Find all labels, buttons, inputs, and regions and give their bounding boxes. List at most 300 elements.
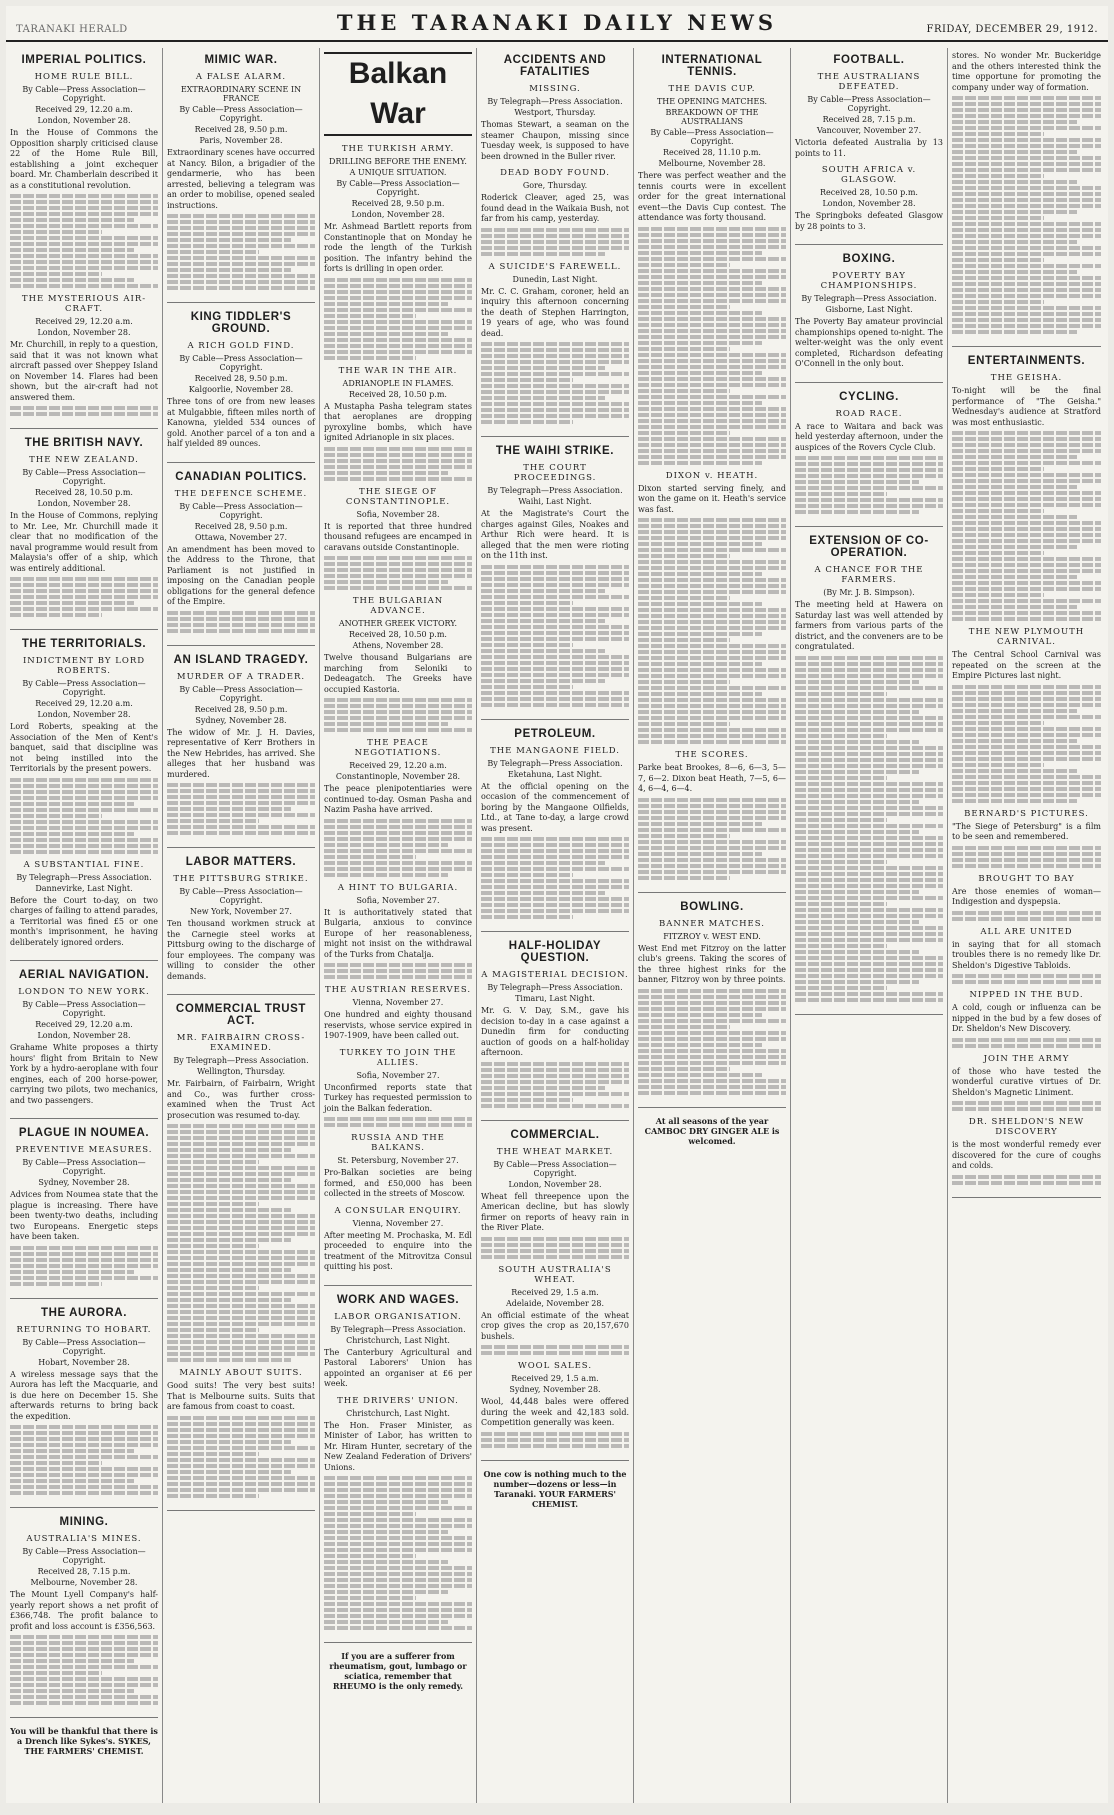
text-line-placeholder bbox=[795, 716, 943, 720]
section-heading: MIMIC WAR. bbox=[204, 54, 278, 66]
dateline: By Cable—Press Association—Copyright. bbox=[22, 1547, 146, 1565]
text-line-placeholder bbox=[795, 800, 919, 804]
text-line-placeholder bbox=[324, 453, 472, 457]
dateline: By Cable—Press Association—Copyright. bbox=[493, 1159, 617, 1178]
article bbox=[167, 341, 315, 450]
text-line-placeholder bbox=[795, 896, 943, 900]
text-line-placeholder bbox=[638, 317, 786, 321]
section-heading: EXTENSION OF CO-OPERATION. bbox=[809, 535, 929, 559]
text-line-placeholder bbox=[324, 477, 472, 481]
text-line-placeholder bbox=[795, 474, 943, 478]
text-line-placeholder bbox=[952, 974, 1101, 978]
news-section bbox=[10, 437, 158, 630]
dateline: Melbourne, November 28. bbox=[658, 159, 766, 168]
article-body: is the most wonderful remedy ever discovered for the cure of coughs and colds. bbox=[952, 1140, 1101, 1170]
text-line-placeholder bbox=[638, 1067, 730, 1071]
text-line-placeholder bbox=[324, 1494, 472, 1498]
article bbox=[952, 51, 1101, 334]
text-line-placeholder bbox=[167, 1166, 315, 1170]
text-line-placeholder bbox=[324, 471, 448, 475]
text-line-placeholder bbox=[952, 581, 1101, 585]
text-line-placeholder bbox=[481, 342, 629, 346]
text-line-placeholder bbox=[167, 1172, 315, 1176]
news-section bbox=[795, 535, 943, 1015]
text-line-placeholder bbox=[638, 602, 762, 606]
text-line-placeholder bbox=[952, 282, 1101, 286]
article-body: stores. No wonder Mr. Buckeridge and the others interested think the time opportune for promoting the company under way of formation. bbox=[952, 51, 1101, 92]
article bbox=[324, 144, 472, 360]
text-line-placeholder bbox=[952, 980, 1101, 984]
article-body: Ten thousand workmen struck at the Carnegie steel works at Pittsburg owing to the discharge of four employees. The company was willing to consider the other demands. bbox=[167, 919, 315, 981]
text-line-placeholder bbox=[638, 608, 786, 612]
text-line-placeholder bbox=[952, 521, 1101, 525]
text-line-placeholder bbox=[638, 822, 762, 826]
text-line-placeholder bbox=[167, 1464, 315, 1468]
text-line-placeholder bbox=[638, 804, 786, 808]
text-line-placeholder bbox=[10, 1467, 158, 1471]
text-line-placeholder bbox=[167, 825, 315, 829]
article-headline: THE DAVIS CUP. bbox=[668, 84, 756, 94]
text-line-placeholder bbox=[638, 455, 786, 459]
text-line-placeholder bbox=[638, 626, 786, 630]
text-line-placeholder bbox=[10, 1455, 158, 1459]
text-line-placeholder bbox=[167, 1190, 315, 1194]
text-line-placeholder bbox=[167, 244, 315, 248]
text-line-placeholder bbox=[324, 1518, 472, 1522]
article-body: Mr. C. C. Graham, coroner, held an inquiry this afternoon concerning the death of Stephen Harrington, 19 years of age, who was found dead. bbox=[481, 286, 629, 338]
article-headline: ROAD RACE. bbox=[835, 408, 903, 419]
text-line-placeholder bbox=[952, 727, 1101, 731]
text-line-placeholder bbox=[952, 479, 1101, 483]
text-line-placeholder bbox=[324, 728, 472, 732]
text-line-placeholder bbox=[952, 587, 1101, 591]
text-line-placeholder bbox=[10, 1443, 158, 1447]
article-body: The widow of Mr. J. H. Davies, representative of Kerr Brothers in the New Hebrides, has arrived. She alleges that her husband was murdered. bbox=[167, 727, 315, 779]
article bbox=[952, 990, 1101, 1048]
text-line-placeholder bbox=[167, 1280, 315, 1284]
text-line-placeholder bbox=[167, 1298, 291, 1302]
text-line-placeholder bbox=[10, 790, 158, 794]
dateline: By Cable—Press Association—Copyright. bbox=[179, 105, 303, 123]
text-line-placeholder bbox=[324, 1602, 472, 1606]
text-line-placeholder bbox=[10, 607, 158, 611]
section-heading: PLAGUE IN NOUMEA. bbox=[18, 1127, 150, 1139]
text-line-placeholder bbox=[167, 1352, 315, 1356]
text-line-placeholder bbox=[638, 728, 786, 732]
text-line-placeholder bbox=[167, 813, 315, 817]
text-line-placeholder bbox=[167, 1452, 259, 1456]
news-section bbox=[10, 1127, 158, 1299]
article bbox=[324, 366, 472, 481]
text-line-placeholder bbox=[952, 240, 1077, 244]
dateline: By Cable—Press Association—Copyright. bbox=[22, 679, 146, 697]
text-line-placeholder bbox=[795, 704, 943, 708]
article-body: Good suits! The very best suits! That is Melbourne suits. Suits that are famous from coast to coast. bbox=[167, 1381, 315, 1411]
dateline: A UNIQUE SITUATION. bbox=[349, 168, 447, 177]
text-line-placeholder bbox=[324, 1590, 448, 1594]
text-line-placeholder bbox=[638, 425, 786, 429]
text-line-placeholder bbox=[638, 359, 786, 363]
text-line-placeholder bbox=[10, 200, 158, 204]
text-line-placeholder bbox=[795, 722, 943, 726]
text-line-placeholder bbox=[952, 192, 1101, 196]
dateline: Hobart, November 28. bbox=[38, 1357, 130, 1367]
text-line-placeholder bbox=[481, 571, 629, 575]
text-line-placeholder bbox=[10, 248, 134, 252]
text-line-placeholder bbox=[324, 698, 472, 702]
text-line-placeholder bbox=[952, 431, 1101, 435]
text-line-placeholder bbox=[638, 371, 762, 375]
text-line-placeholder bbox=[167, 1178, 291, 1182]
article-body: The Mount Lyell Company's half-yearly report shows a net profit of £366,748. The profit balance to profit and loss account is £356,563. bbox=[10, 1590, 158, 1631]
text-line-placeholder bbox=[481, 372, 629, 376]
dateline: By Cable—Press Association—Copyright. bbox=[22, 85, 146, 103]
text-line-placeholder bbox=[481, 234, 629, 238]
text-line-placeholder bbox=[952, 198, 1101, 202]
article bbox=[795, 271, 943, 370]
section-heading: THE BRITISH NAVY. bbox=[24, 437, 144, 449]
text-line-placeholder bbox=[481, 1243, 629, 1247]
article bbox=[481, 262, 629, 425]
text-line-placeholder bbox=[10, 1653, 158, 1657]
text-line-placeholder bbox=[324, 556, 472, 560]
text-line-placeholder bbox=[795, 818, 887, 822]
article-body: To-night will be the final performance of "The Geisha." Wednesday's audience at Stratford was most enthusiastic. bbox=[952, 386, 1101, 427]
text-line-placeholder bbox=[795, 498, 943, 502]
article-headline: RETURNING TO HOBART. bbox=[16, 1324, 152, 1335]
text-line-placeholder bbox=[167, 220, 315, 224]
text-line-placeholder bbox=[167, 1446, 315, 1450]
text-line-placeholder bbox=[167, 1316, 315, 1320]
dateline: Received 29, 12.20 a.m. bbox=[35, 1020, 133, 1029]
text-line-placeholder bbox=[481, 1237, 629, 1241]
article bbox=[167, 874, 315, 982]
section-heading: BOWLING. bbox=[680, 900, 744, 913]
text-line-placeholder bbox=[638, 287, 786, 291]
text-line-placeholder bbox=[638, 1037, 786, 1041]
text-line-placeholder bbox=[952, 1044, 1101, 1048]
text-line-placeholder bbox=[10, 1659, 134, 1663]
text-line-placeholder bbox=[795, 962, 943, 966]
text-line-placeholder bbox=[481, 915, 573, 919]
dateline: Received 28, 11.10 p.m. bbox=[663, 148, 761, 157]
text-line-placeholder bbox=[324, 574, 472, 578]
text-line-placeholder bbox=[167, 262, 315, 266]
text-line-placeholder bbox=[952, 503, 1101, 507]
text-line-placeholder bbox=[481, 408, 629, 412]
text-line-placeholder bbox=[10, 838, 158, 842]
text-line-placeholder bbox=[795, 812, 943, 816]
section-heading: FOOTBALL. bbox=[833, 54, 905, 66]
text-line-placeholder bbox=[481, 1062, 629, 1066]
text-line-placeholder bbox=[638, 828, 786, 832]
text-line-placeholder bbox=[952, 563, 1101, 567]
text-line-placeholder bbox=[10, 778, 158, 782]
text-line-placeholder bbox=[10, 1270, 134, 1274]
article-body: A Mustapha Pasha telegram states that aeroplanes are dropping pyroxyline bombs, which have ignited Adrianople in six places. bbox=[324, 401, 472, 442]
dateline: Vienna, November 27. bbox=[352, 998, 444, 1007]
banner-headline: Balkan War bbox=[324, 52, 472, 136]
text-line-placeholder bbox=[481, 619, 605, 623]
section-heading: LABOR MATTERS. bbox=[185, 856, 297, 868]
article bbox=[324, 883, 472, 980]
text-line-placeholder bbox=[167, 1238, 291, 1242]
text-line-placeholder bbox=[638, 668, 786, 672]
text-line-placeholder bbox=[795, 920, 919, 924]
text-line-placeholder bbox=[952, 569, 1101, 573]
text-line-placeholder bbox=[324, 873, 448, 877]
article-body: Roderick Cleaver, aged 25, was found dead in the Waikaia Bush, not far from his camp, yesterday. bbox=[481, 193, 629, 223]
text-line-placeholder bbox=[952, 781, 1101, 785]
text-line-placeholder bbox=[481, 1080, 629, 1084]
text-line-placeholder bbox=[167, 1286, 259, 1290]
dateline: By Telegraph—Press Association. bbox=[487, 758, 623, 768]
column-1 bbox=[6, 48, 163, 1803]
text-line-placeholder bbox=[638, 341, 762, 345]
text-line-placeholder bbox=[952, 1181, 1101, 1185]
text-line-placeholder bbox=[10, 1479, 134, 1483]
text-line-placeholder bbox=[952, 318, 1101, 322]
text-line-placeholder bbox=[638, 239, 786, 243]
text-line-placeholder bbox=[10, 1635, 158, 1639]
text-line-placeholder bbox=[638, 834, 730, 838]
article-headline: PREVENTIVE MEASURES. bbox=[15, 1145, 153, 1155]
text-line-placeholder bbox=[952, 733, 1101, 737]
text-line-placeholder bbox=[795, 950, 919, 954]
dateline: Gisborne, Last Night. bbox=[825, 305, 913, 314]
text-line-placeholder bbox=[167, 232, 315, 236]
article bbox=[481, 463, 629, 707]
text-line-placeholder bbox=[795, 770, 919, 774]
text-line-placeholder bbox=[167, 1322, 315, 1326]
text-line-placeholder bbox=[795, 758, 943, 762]
text-line-placeholder bbox=[795, 764, 943, 768]
text-line-placeholder bbox=[795, 830, 919, 834]
article-body: The peace plenipotentiaries were continued to-day. Osman Pasha and Nazim Pasha have arrived. bbox=[324, 784, 472, 814]
text-line-placeholder bbox=[10, 406, 158, 410]
article-headline: DIXON v. HEATH. bbox=[665, 470, 759, 481]
text-line-placeholder bbox=[10, 218, 134, 222]
news-section bbox=[481, 54, 629, 437]
text-line-placeholder bbox=[638, 383, 786, 387]
article bbox=[481, 746, 629, 920]
text-line-placeholder bbox=[638, 1043, 762, 1047]
text-line-placeholder bbox=[795, 806, 943, 810]
text-line-placeholder bbox=[481, 1074, 629, 1078]
text-line-placeholder bbox=[638, 632, 762, 636]
dateline: Waihi, Last Night. bbox=[518, 497, 592, 506]
dateline: BREAKDOWN OF THE AUSTRALIANS bbox=[665, 108, 759, 126]
article bbox=[952, 809, 1101, 868]
section-heading: MINING. bbox=[59, 1516, 109, 1528]
news-section bbox=[167, 654, 315, 849]
text-line-placeholder bbox=[324, 1542, 472, 1546]
text-line-placeholder bbox=[167, 611, 315, 615]
text-line-placeholder bbox=[167, 1488, 315, 1492]
news-section bbox=[481, 728, 629, 933]
dateline: Vancouver, November 27. bbox=[816, 126, 922, 135]
text-line-placeholder bbox=[952, 144, 1101, 148]
text-line-placeholder bbox=[10, 194, 158, 198]
dateline: Sofia, November 27. bbox=[356, 1070, 440, 1080]
dateline: Vienna, November 27. bbox=[352, 1218, 444, 1228]
text-line-placeholder bbox=[10, 236, 158, 240]
text-line-placeholder bbox=[952, 769, 1077, 773]
text-line-placeholder bbox=[481, 637, 629, 641]
column-5 bbox=[634, 48, 791, 1803]
article bbox=[324, 985, 472, 1042]
article-body: Mr. Ashmead Bartlett reports from Constantinople that on Monday he rode the length of the Turkish position. The infantry behind the forts is drilling in open order. bbox=[324, 222, 472, 273]
text-line-placeholder bbox=[638, 233, 786, 237]
text-line-placeholder bbox=[638, 852, 762, 856]
article-headline: THE DEFENCE SCHEME. bbox=[174, 488, 308, 499]
text-line-placeholder bbox=[638, 572, 762, 576]
text-line-placeholder bbox=[481, 1249, 629, 1253]
text-line-placeholder bbox=[167, 1226, 315, 1230]
text-line-placeholder bbox=[10, 589, 158, 593]
text-line-placeholder bbox=[481, 861, 605, 865]
text-line-placeholder bbox=[481, 655, 629, 659]
article bbox=[10, 72, 158, 288]
dateline: By Cable—Press Association—Copyright. bbox=[179, 501, 303, 520]
article-body: of those who have tested the wonderful curative virtues of Dr. Sheldon's Magnetic Liniment. bbox=[952, 1066, 1101, 1097]
text-line-placeholder bbox=[10, 1647, 158, 1651]
article-body: West End met Fitzroy on the latter club's greens. Taking the scores of the three highest rinks for the banner, Fitzroy won by three points. bbox=[638, 943, 786, 984]
dateline: Received 29, 1.5 a.m. bbox=[511, 1374, 599, 1383]
text-line-placeholder bbox=[638, 680, 730, 684]
text-line-placeholder bbox=[324, 722, 448, 726]
text-line-placeholder bbox=[952, 515, 1077, 519]
text-line-placeholder bbox=[952, 1101, 1101, 1105]
text-line-placeholder bbox=[324, 290, 472, 294]
dateline: FITZROY v. WEST END. bbox=[663, 931, 761, 941]
article-headline: SOUTH AFRICA v. GLASGOW. bbox=[821, 165, 917, 185]
text-line-placeholder bbox=[481, 679, 605, 683]
text-line-placeholder bbox=[10, 1677, 158, 1681]
news-section bbox=[10, 638, 158, 961]
text-line-placeholder bbox=[10, 1258, 158, 1262]
text-line-placeholder bbox=[167, 280, 315, 284]
text-line-placeholder bbox=[952, 276, 1101, 280]
text-line-placeholder bbox=[324, 580, 448, 584]
text-line-placeholder bbox=[324, 1500, 448, 1504]
text-line-placeholder bbox=[638, 584, 786, 588]
text-line-placeholder bbox=[795, 776, 887, 780]
text-line-placeholder bbox=[638, 722, 730, 726]
text-line-placeholder bbox=[10, 1473, 158, 1477]
article-body: Twelve thousand Bulgarians are marching from Seloniki to Dedeagatch. The Greeks have occupied Kastoria. bbox=[324, 653, 472, 694]
dateline: Received 28, 10.50 p.m. bbox=[35, 488, 133, 497]
text-line-placeholder bbox=[952, 852, 1101, 856]
article-headline: BANNER MATCHES. bbox=[659, 918, 765, 929]
text-line-placeholder bbox=[324, 586, 472, 590]
article-body: Wool, 44,448 bales were offered during the week and 42,183 sold. Competition generally was keen. bbox=[481, 1397, 629, 1427]
article bbox=[10, 294, 158, 416]
text-line-placeholder bbox=[324, 1530, 448, 1534]
section-heading: AERIAL NAVIGATION. bbox=[18, 969, 150, 981]
text-line-placeholder bbox=[481, 649, 605, 653]
dateline: Received 28, 7.15 p.m. bbox=[37, 1567, 131, 1576]
text-line-placeholder bbox=[638, 437, 786, 441]
article-headline: POVERTY BAY CHAMPIONSHIPS. bbox=[820, 271, 918, 291]
text-line-placeholder bbox=[481, 903, 629, 907]
text-line-placeholder bbox=[638, 596, 730, 600]
text-line-placeholder bbox=[481, 897, 629, 901]
text-line-placeholder bbox=[638, 1091, 786, 1095]
text-line-placeholder bbox=[324, 459, 472, 463]
text-line-placeholder bbox=[481, 1086, 605, 1090]
article bbox=[795, 165, 943, 232]
text-line-placeholder bbox=[638, 662, 762, 666]
text-line-placeholder bbox=[638, 335, 786, 339]
article-body: In the House of Commons, replying to Mr. Lee, Mr. Churchill made it clear that no modification of the naval programme would result from Malaysia's offer of a ship, which was entirely additional. bbox=[10, 511, 158, 573]
section-heading: HALF-HOLIDAY QUESTION. bbox=[508, 940, 602, 964]
text-line-placeholder bbox=[638, 864, 786, 868]
text-line-placeholder bbox=[638, 704, 786, 708]
text-line-placeholder bbox=[324, 284, 472, 288]
text-line-placeholder bbox=[167, 1428, 315, 1432]
dateline: By Telegraph—Press Association. bbox=[173, 1056, 309, 1065]
text-line-placeholder bbox=[952, 846, 1101, 850]
text-line-placeholder bbox=[952, 222, 1101, 226]
text-line-placeholder bbox=[167, 1148, 291, 1152]
text-line-placeholder bbox=[481, 246, 629, 250]
text-line-placeholder bbox=[167, 629, 315, 633]
article bbox=[952, 1054, 1101, 1112]
news-section bbox=[10, 969, 158, 1119]
article-body: An official estimate of the wheat crop gives the crop as 20,157,670 bushels. bbox=[481, 1310, 629, 1341]
text-line-placeholder bbox=[481, 240, 629, 244]
dateline: Received 28, 10.50 p.m. bbox=[820, 188, 918, 197]
text-line-placeholder bbox=[481, 360, 629, 364]
text-line-placeholder bbox=[481, 643, 573, 647]
text-line-placeholder bbox=[324, 855, 416, 859]
text-line-placeholder bbox=[795, 836, 943, 840]
text-line-placeholder bbox=[481, 855, 629, 859]
text-line-placeholder bbox=[795, 710, 919, 714]
text-line-placeholder bbox=[952, 443, 1101, 447]
text-line-placeholder bbox=[795, 492, 887, 496]
text-line-placeholder bbox=[638, 275, 786, 279]
text-line-placeholder bbox=[167, 1346, 315, 1350]
news-section bbox=[638, 901, 786, 1108]
text-line-placeholder bbox=[638, 716, 786, 720]
text-line-placeholder bbox=[324, 969, 472, 973]
text-line-placeholder bbox=[952, 715, 1101, 719]
article-headline: THE NEW PLYMOUTH CARNIVAL. bbox=[968, 627, 1085, 647]
text-line-placeholder bbox=[167, 286, 315, 290]
text-line-placeholder bbox=[167, 1154, 315, 1158]
article-headline: BROUGHT TO BAY bbox=[978, 873, 1075, 884]
dateline: Paris, November 28. bbox=[199, 136, 283, 145]
column-3 bbox=[320, 48, 477, 1803]
text-line-placeholder bbox=[638, 524, 786, 528]
text-line-placeholder bbox=[952, 557, 1101, 561]
text-line-placeholder bbox=[10, 832, 134, 836]
text-line-placeholder bbox=[795, 674, 943, 678]
text-line-placeholder bbox=[795, 980, 919, 984]
text-line-placeholder bbox=[638, 353, 786, 357]
text-line-placeholder bbox=[10, 577, 158, 581]
text-line-placeholder bbox=[10, 1689, 134, 1693]
text-line-placeholder bbox=[324, 1584, 472, 1588]
text-line-placeholder bbox=[481, 837, 629, 841]
article-body: Mr. Churchill, in reply to a question, said that it was not known what aircraft passed over Sheppey Island on November 14. Flares had been shown, but the air-craft had not answered them. bbox=[10, 340, 158, 402]
text-line-placeholder bbox=[952, 126, 1101, 130]
article bbox=[324, 596, 472, 732]
text-line-placeholder bbox=[324, 278, 472, 282]
text-line-placeholder bbox=[10, 266, 158, 270]
